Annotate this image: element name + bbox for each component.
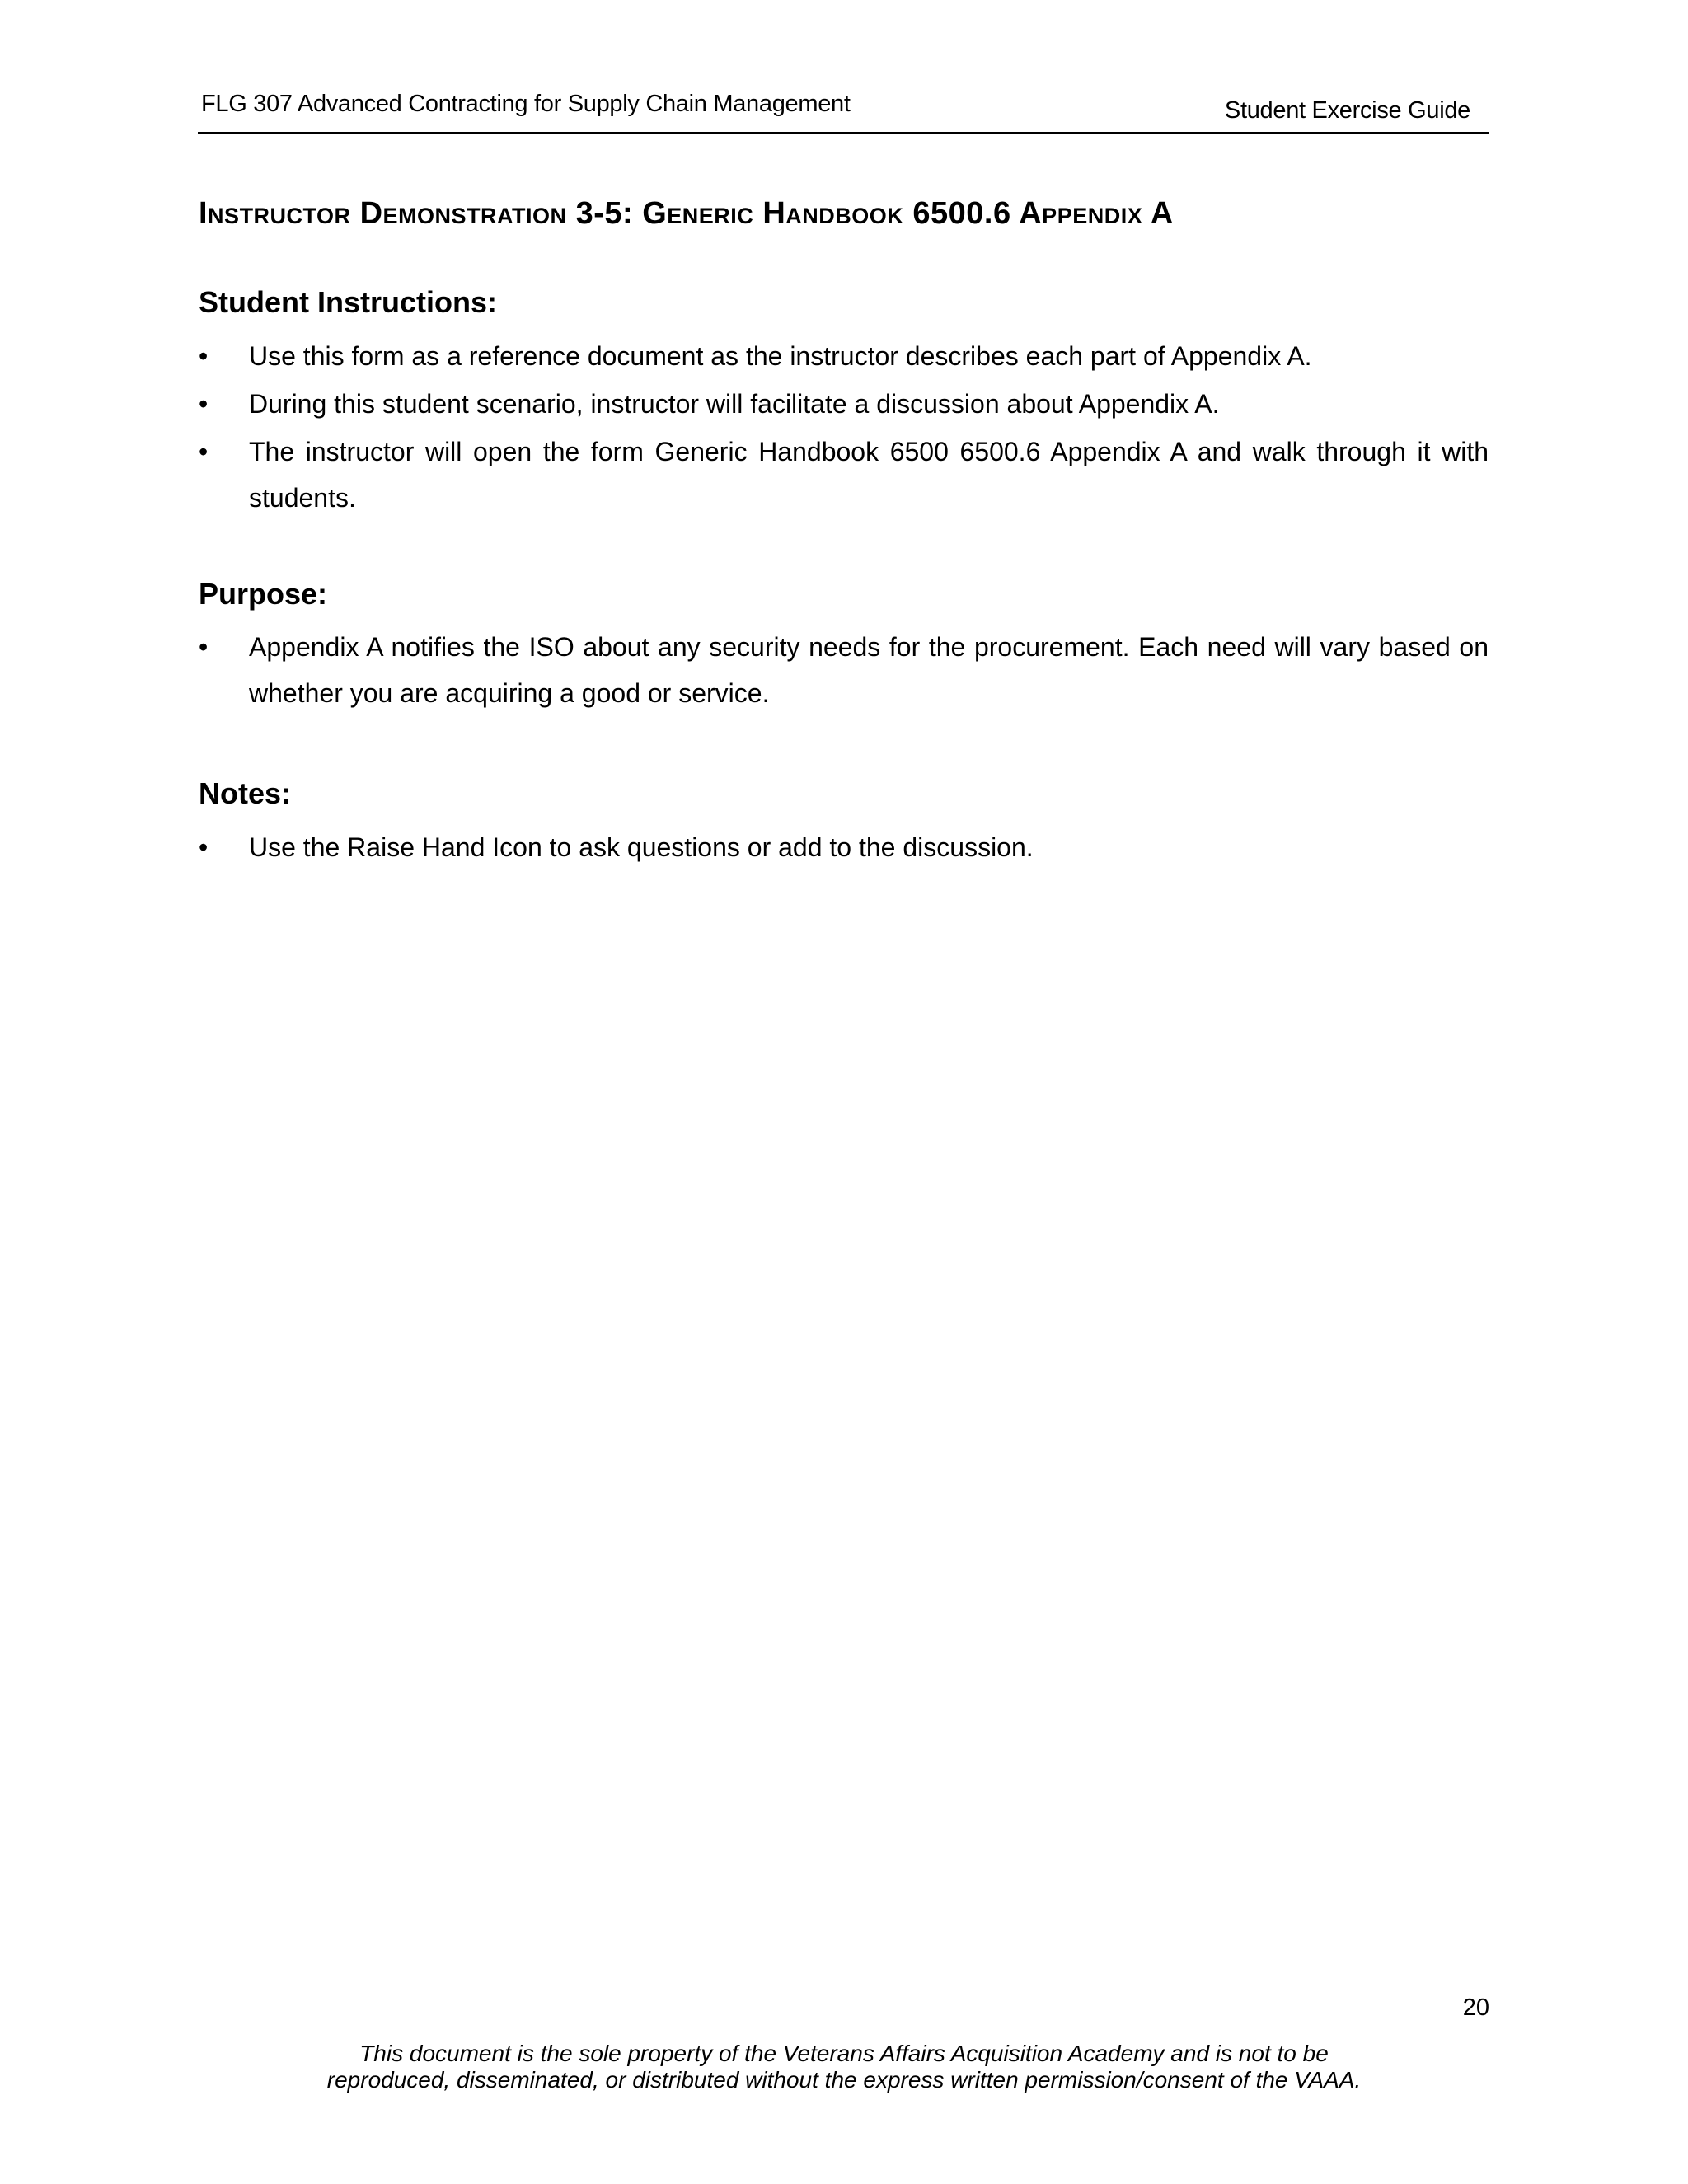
- notes-list: [199, 824, 1489, 872]
- page-title: Instructor Demonstration 3-5: Generic Handbook 6500.6 Appendix A: [199, 196, 1174, 231]
- instruction-text: Use this form as a reference document as the instructor describes each part of Appendix A.: [249, 341, 1312, 371]
- bullet-icon: •: [199, 389, 209, 419]
- list-item: [199, 624, 1489, 716]
- notes-text: Use the Raise Hand Icon to ask questions or add to the discussion.: [249, 832, 1034, 862]
- bullet-icon: •: [199, 632, 209, 662]
- instruction-text: The instructor will open the form Generic Handbook 6500 6500.6 Appendix A and walk through it with students.: [249, 437, 1489, 513]
- page-footer: [0, 2041, 1688, 2093]
- bullet-icon: •: [199, 832, 209, 862]
- course-title: FLG 307 Advanced Contracting for Supply Chain Management: [201, 91, 851, 117]
- purpose-text: Appendix A notifies the ISO about any security needs for the procurement. Each need will vary based on whether you are acquiring a good or service.: [249, 632, 1489, 708]
- list-item: [199, 824, 1489, 870]
- page-number: 20: [1462, 1994, 1489, 2021]
- bullet-icon: •: [199, 341, 209, 371]
- purpose-heading: Purpose:: [199, 577, 328, 611]
- purpose-list: [199, 624, 1489, 718]
- list-item: [199, 333, 1489, 379]
- list-item: [199, 429, 1489, 521]
- list-item: [199, 381, 1489, 427]
- bullet-icon: •: [199, 437, 209, 466]
- footer-line-1: This document is the sole property of the Veterans Affairs Acquisition Academy and is not to be: [359, 2041, 1329, 2066]
- footer-line-2: reproduced, disseminated, or distributed without the express written permission/consent of the VAAA.: [326, 2067, 1362, 2093]
- instructions-list: [199, 333, 1489, 523]
- guide-title: Student Exercise Guide: [1224, 97, 1470, 124]
- page-header: [198, 82, 1489, 134]
- instruction-text: During this student scenario, instructor will facilitate a discussion about Appendix A.: [249, 389, 1220, 419]
- instructions-heading: Student Instructions:: [199, 285, 497, 319]
- notes-heading: Notes:: [199, 776, 292, 810]
